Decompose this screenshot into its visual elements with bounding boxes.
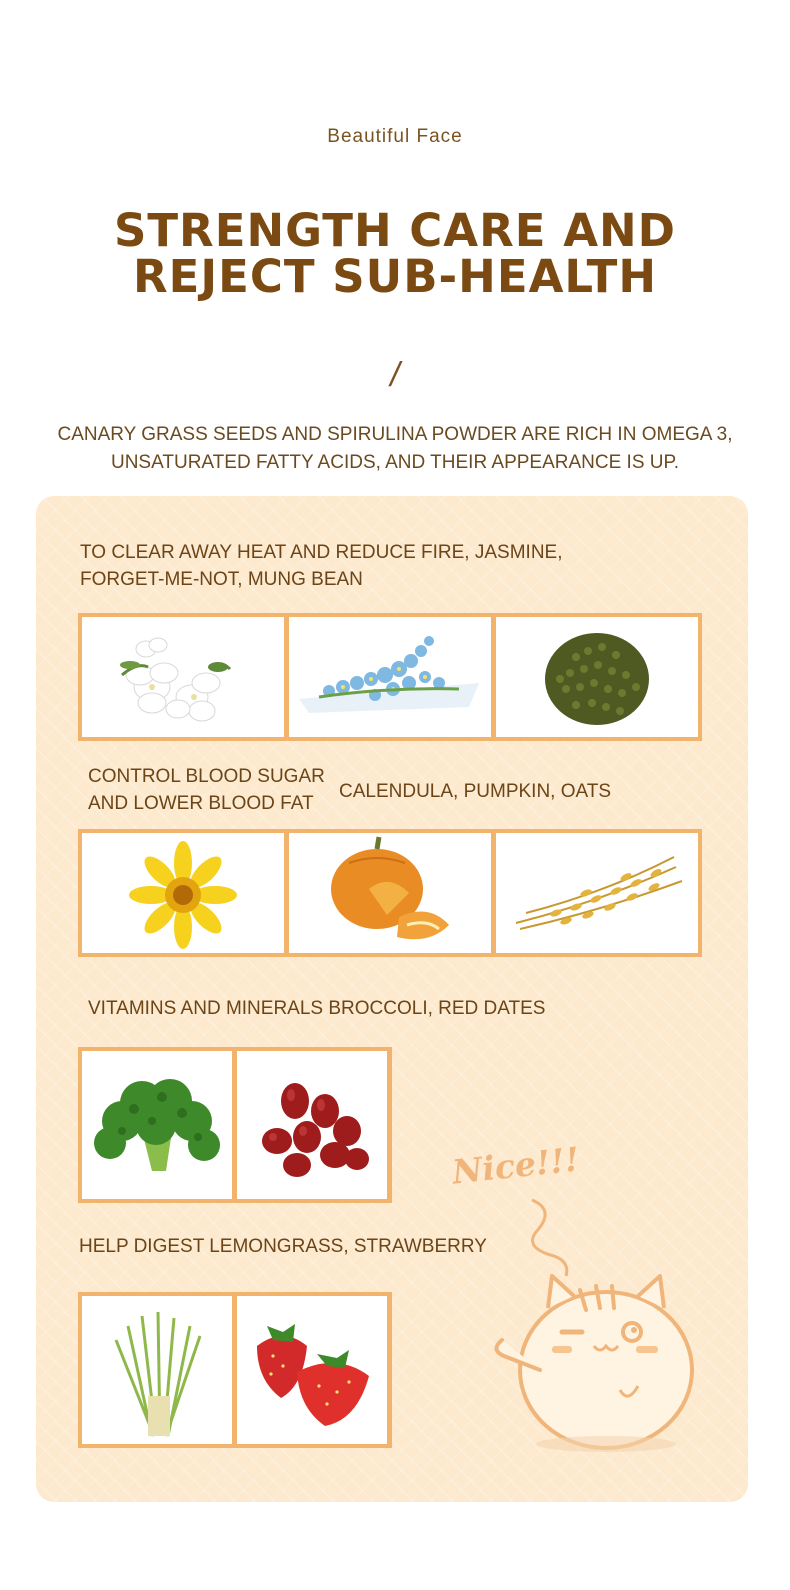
jasmine-flowers-image: [82, 617, 284, 737]
section-4-image-row: [78, 1292, 392, 1448]
section-1-image-row: [78, 613, 702, 741]
section-2-label: [88, 763, 325, 817]
intro-line-1: CANARY GRASS SEEDS AND SPIRULINA POWDER ARE RICH IN OMEGA 3,: [57, 424, 733, 445]
lemongrass-image: [82, 1296, 232, 1444]
calendula-icon: [82, 833, 284, 953]
oats-image: [496, 833, 698, 953]
forget-me-not-image: [289, 617, 491, 737]
mung-bean-icon: [496, 617, 698, 737]
section-1-label-line-2: FORGET-ME-NOT, MUNG BEAN: [80, 569, 363, 590]
red-dates-icon: [237, 1051, 387, 1199]
forget-me-not-icon: [289, 617, 491, 737]
broccoli-icon: [82, 1051, 232, 1199]
jasmine-icon: [82, 617, 284, 737]
section-2-label-line-2: AND LOWER BLOOD FAT: [88, 793, 314, 814]
broccoli-image: [82, 1051, 232, 1199]
intro-text: [30, 421, 760, 477]
section-2-image-row: [78, 829, 702, 957]
divider-slash: /: [390, 356, 400, 394]
pumpkin-image: [289, 833, 491, 953]
red-dates-image: [237, 1051, 387, 1199]
section-1-label: [80, 539, 563, 593]
strawberry-icon: [237, 1296, 387, 1444]
mung-beans-image: [496, 617, 698, 737]
pumpkin-icon: [289, 833, 491, 953]
calendula-image: [82, 833, 284, 953]
section-2-label-line-1: CONTROL BLOOD SUGAR: [88, 766, 325, 787]
section-3-image-row: [78, 1047, 392, 1203]
section-4-label: HELP DIGEST LEMONGRASS, STRAWBERRY: [79, 1236, 487, 1257]
page-subtitle: Beautiful Face: [327, 126, 463, 147]
oats-icon: [496, 833, 698, 953]
hamster-mascot-icon: [470, 1190, 730, 1460]
nice-speech-text: Nice!!!: [450, 1139, 581, 1192]
section-1-label-line-1: TO CLEAR AWAY HEAT AND REDUCE FIRE, JASMINE,: [80, 542, 563, 563]
intro-line-2: UNSATURATED FATTY ACIDS, AND THEIR APPEARANCE IS UP.: [110, 452, 680, 473]
page-title: [0, 204, 790, 303]
page-title-line-2: REJECT SUB-HEALTH: [133, 250, 657, 303]
strawberry-image: [237, 1296, 387, 1444]
page-title-line-1: STRENGTH CARE AND: [113, 204, 677, 257]
section-3-label: VITAMINS AND MINERALS BROCCOLI, RED DATES: [88, 998, 546, 1019]
lemongrass-icon: [82, 1296, 232, 1444]
section-2-side-label: CALENDULA, PUMPKIN, OATS: [339, 781, 612, 802]
